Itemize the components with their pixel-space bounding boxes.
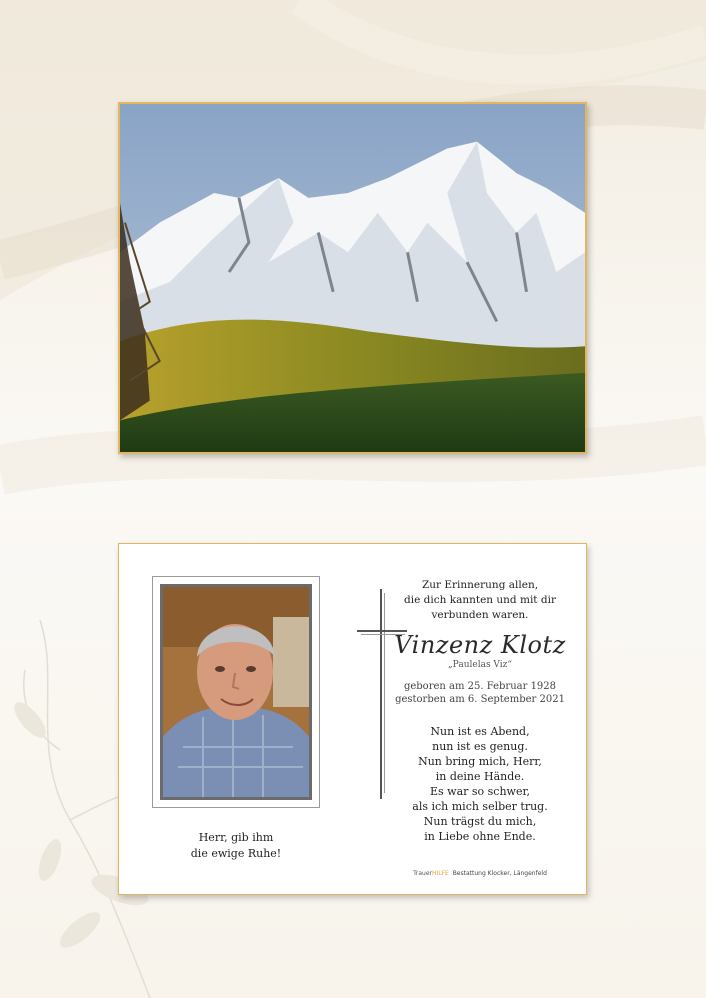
memorial-text [381,578,579,844]
poem-line: Nun ist es Abend, [430,725,530,738]
portrait-frame [152,576,320,808]
publisher-footer [381,870,579,877]
life-dates [381,680,579,706]
poem-line: Nun bring mich, Herr, [418,755,542,768]
intro-line-1: Zur Erinnerung allen, [421,579,539,591]
prayer-line-2: die ewige Ruhe! [190,847,282,860]
poem-line: Nun trägst du mich, [423,815,537,828]
death-date: gestorben am 6. September 2021 [395,694,565,705]
memorial-card [118,543,587,895]
intro-text [381,578,579,623]
poem-line: als ich mich selber trug. [412,800,548,813]
poem [381,724,579,844]
intro-line-2: die dich kannten und mit dir [404,594,556,606]
brand-name-part1: Trauer [413,870,432,877]
intro-line-3: verbunden waren. [431,609,529,621]
mountain-landscape-photo [118,102,587,454]
prayer-line-1: Herr, gib ihm [198,831,274,844]
poem-line: Es war so schwer, [429,785,531,798]
poem-line: in deine Hände. [435,770,525,783]
poem-line: nun ist es genug. [432,740,528,753]
portrait-photo [160,584,312,800]
poem-line: in Liebe ohne Ende. [424,830,536,843]
deceased-name: Vinzenz Klotz [394,631,566,659]
brand-name-part2: HILFE [431,870,449,877]
company-name: Bestattung Klocker, Längenfeld [452,870,547,877]
prayer-text [152,830,320,862]
nickname: „Paulelas Viz“ [448,660,512,670]
birth-date: geboren am 25. Februar 1928 [403,681,557,692]
